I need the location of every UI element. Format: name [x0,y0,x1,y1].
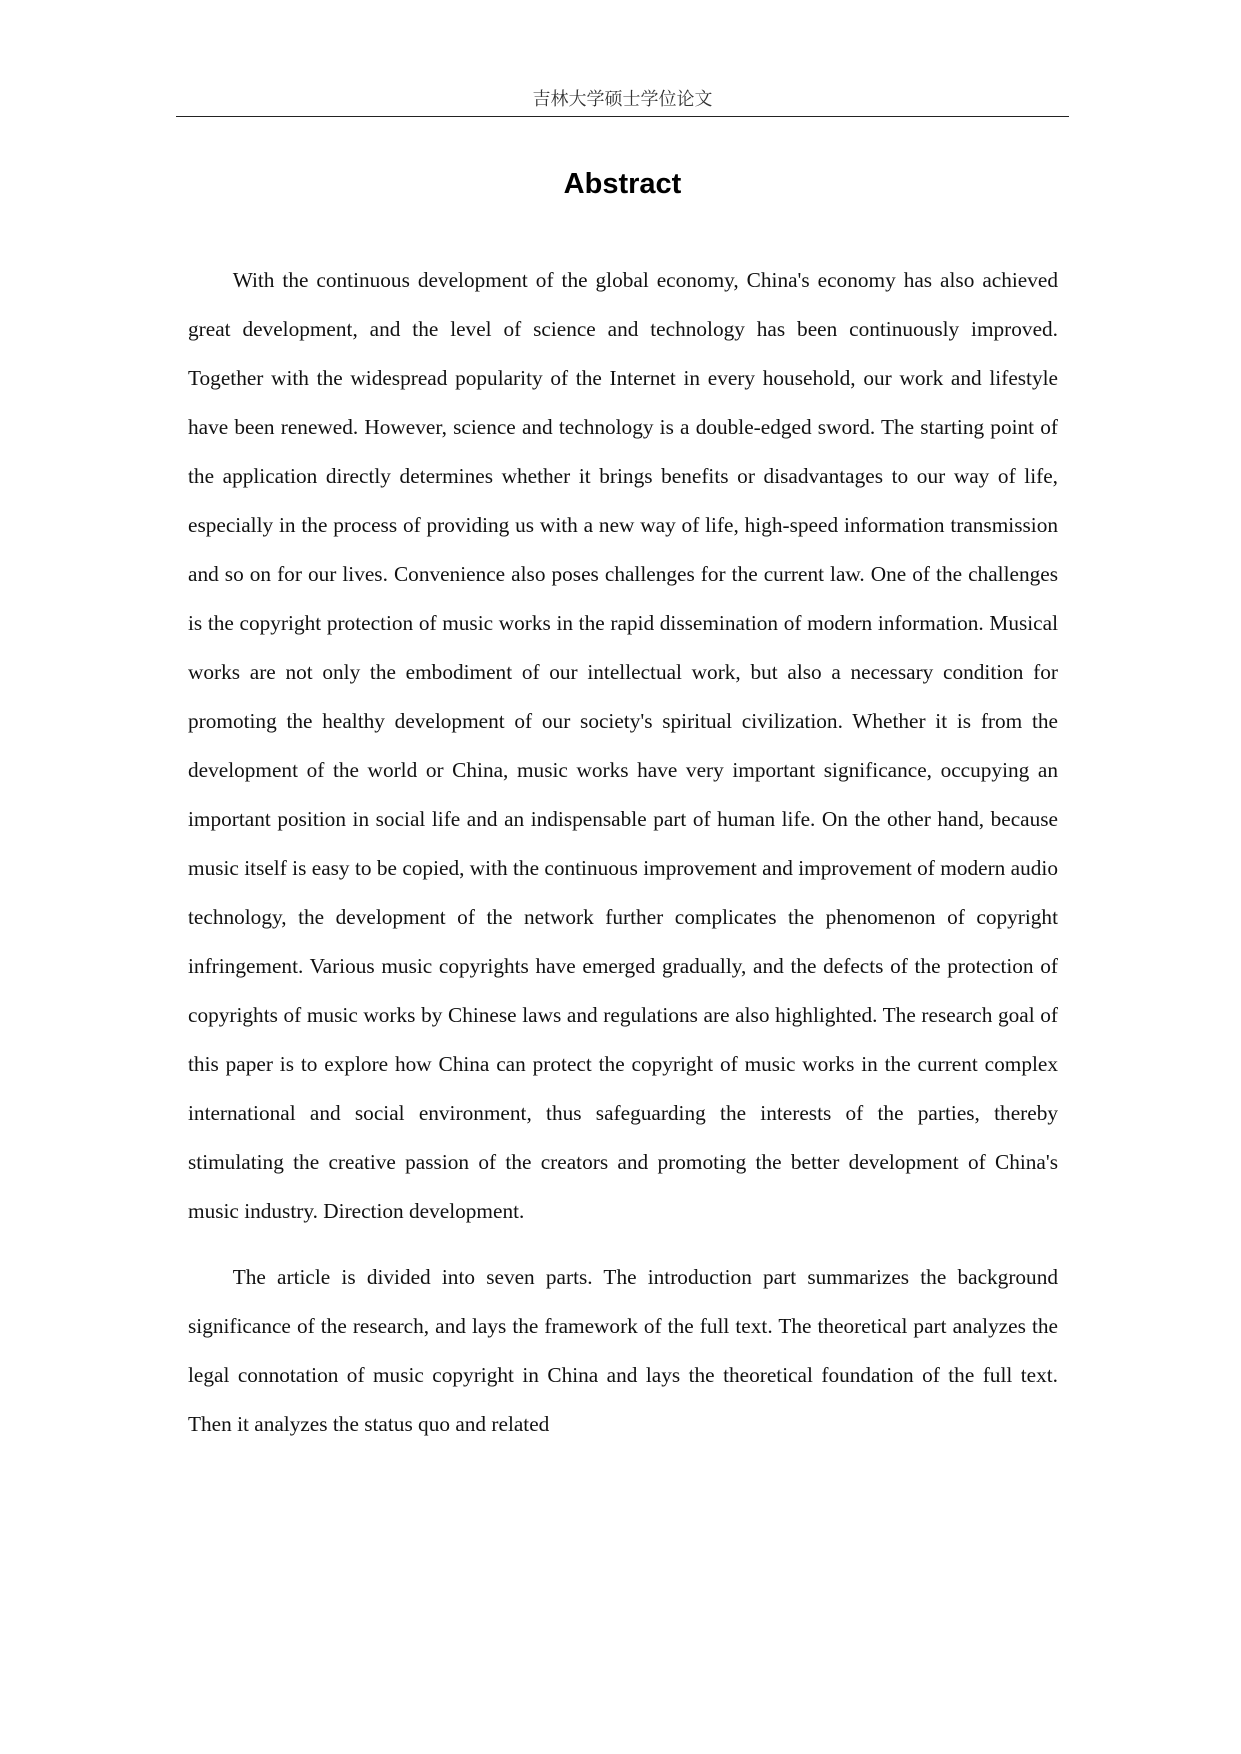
abstract-body [188,256,1058,1449]
paragraph-2: The article is divided into seven parts. The introduction part summarizes the background significance of the research, and lays the framework of the full text. The theoretical part analyzes the legal connotation of music copyright in China and lays the theoretical foundation of the full text. Then it analyzes the status quo and related [188,1265,1058,1436]
running-header: 吉林大学硕士学位论文 [532,89,713,110]
page-title: Abstract [563,168,682,200]
header-rule [176,116,1069,117]
paragraph-1: With the continuous development of the global economy, China's economy has also achieved great development, and the level of science and technology has been continuously improved. Together with the widespread popularity of the Internet in every household, our work and lifestyle have been renewed. However, science and technology is a double-edged sword. The starting point of the application directly determines whether it brings benefits or disadvantages to our way of life, especially in the process of providing us with a new way of life, high-speed information transmission and so on for our lives. Convenience also poses challenges for the current law. One of the challenges is the copyright protection of music works in the rapid dissemination of modern information. Musical works are not only the embodiment of our intellectual work, but also a necessary condition for promoting the healthy development of our society's spiritual civilization. Whether it is from the development of the world or China, music works have very important significance, occupying an important position in social life and an indispensable part of human life. On the other hand, because music itself is easy to be copied, with the continuous improvement and improvement of modern audio technology, the development of the network further complicates the phenomenon of copyright infringement. Various music copyrights have emerged gradually, and the defects of the protection of copyrights of music works by Chinese laws and regulations are also highlighted. The research goal of this paper is to explore how China can protect the copyright of music works in the current complex international and social environment, thus safeguarding the interests of the parties, thereby stimulating the creative passion of the creators and promoting the better development of China's music industry. Direction development. [188,268,1058,1223]
